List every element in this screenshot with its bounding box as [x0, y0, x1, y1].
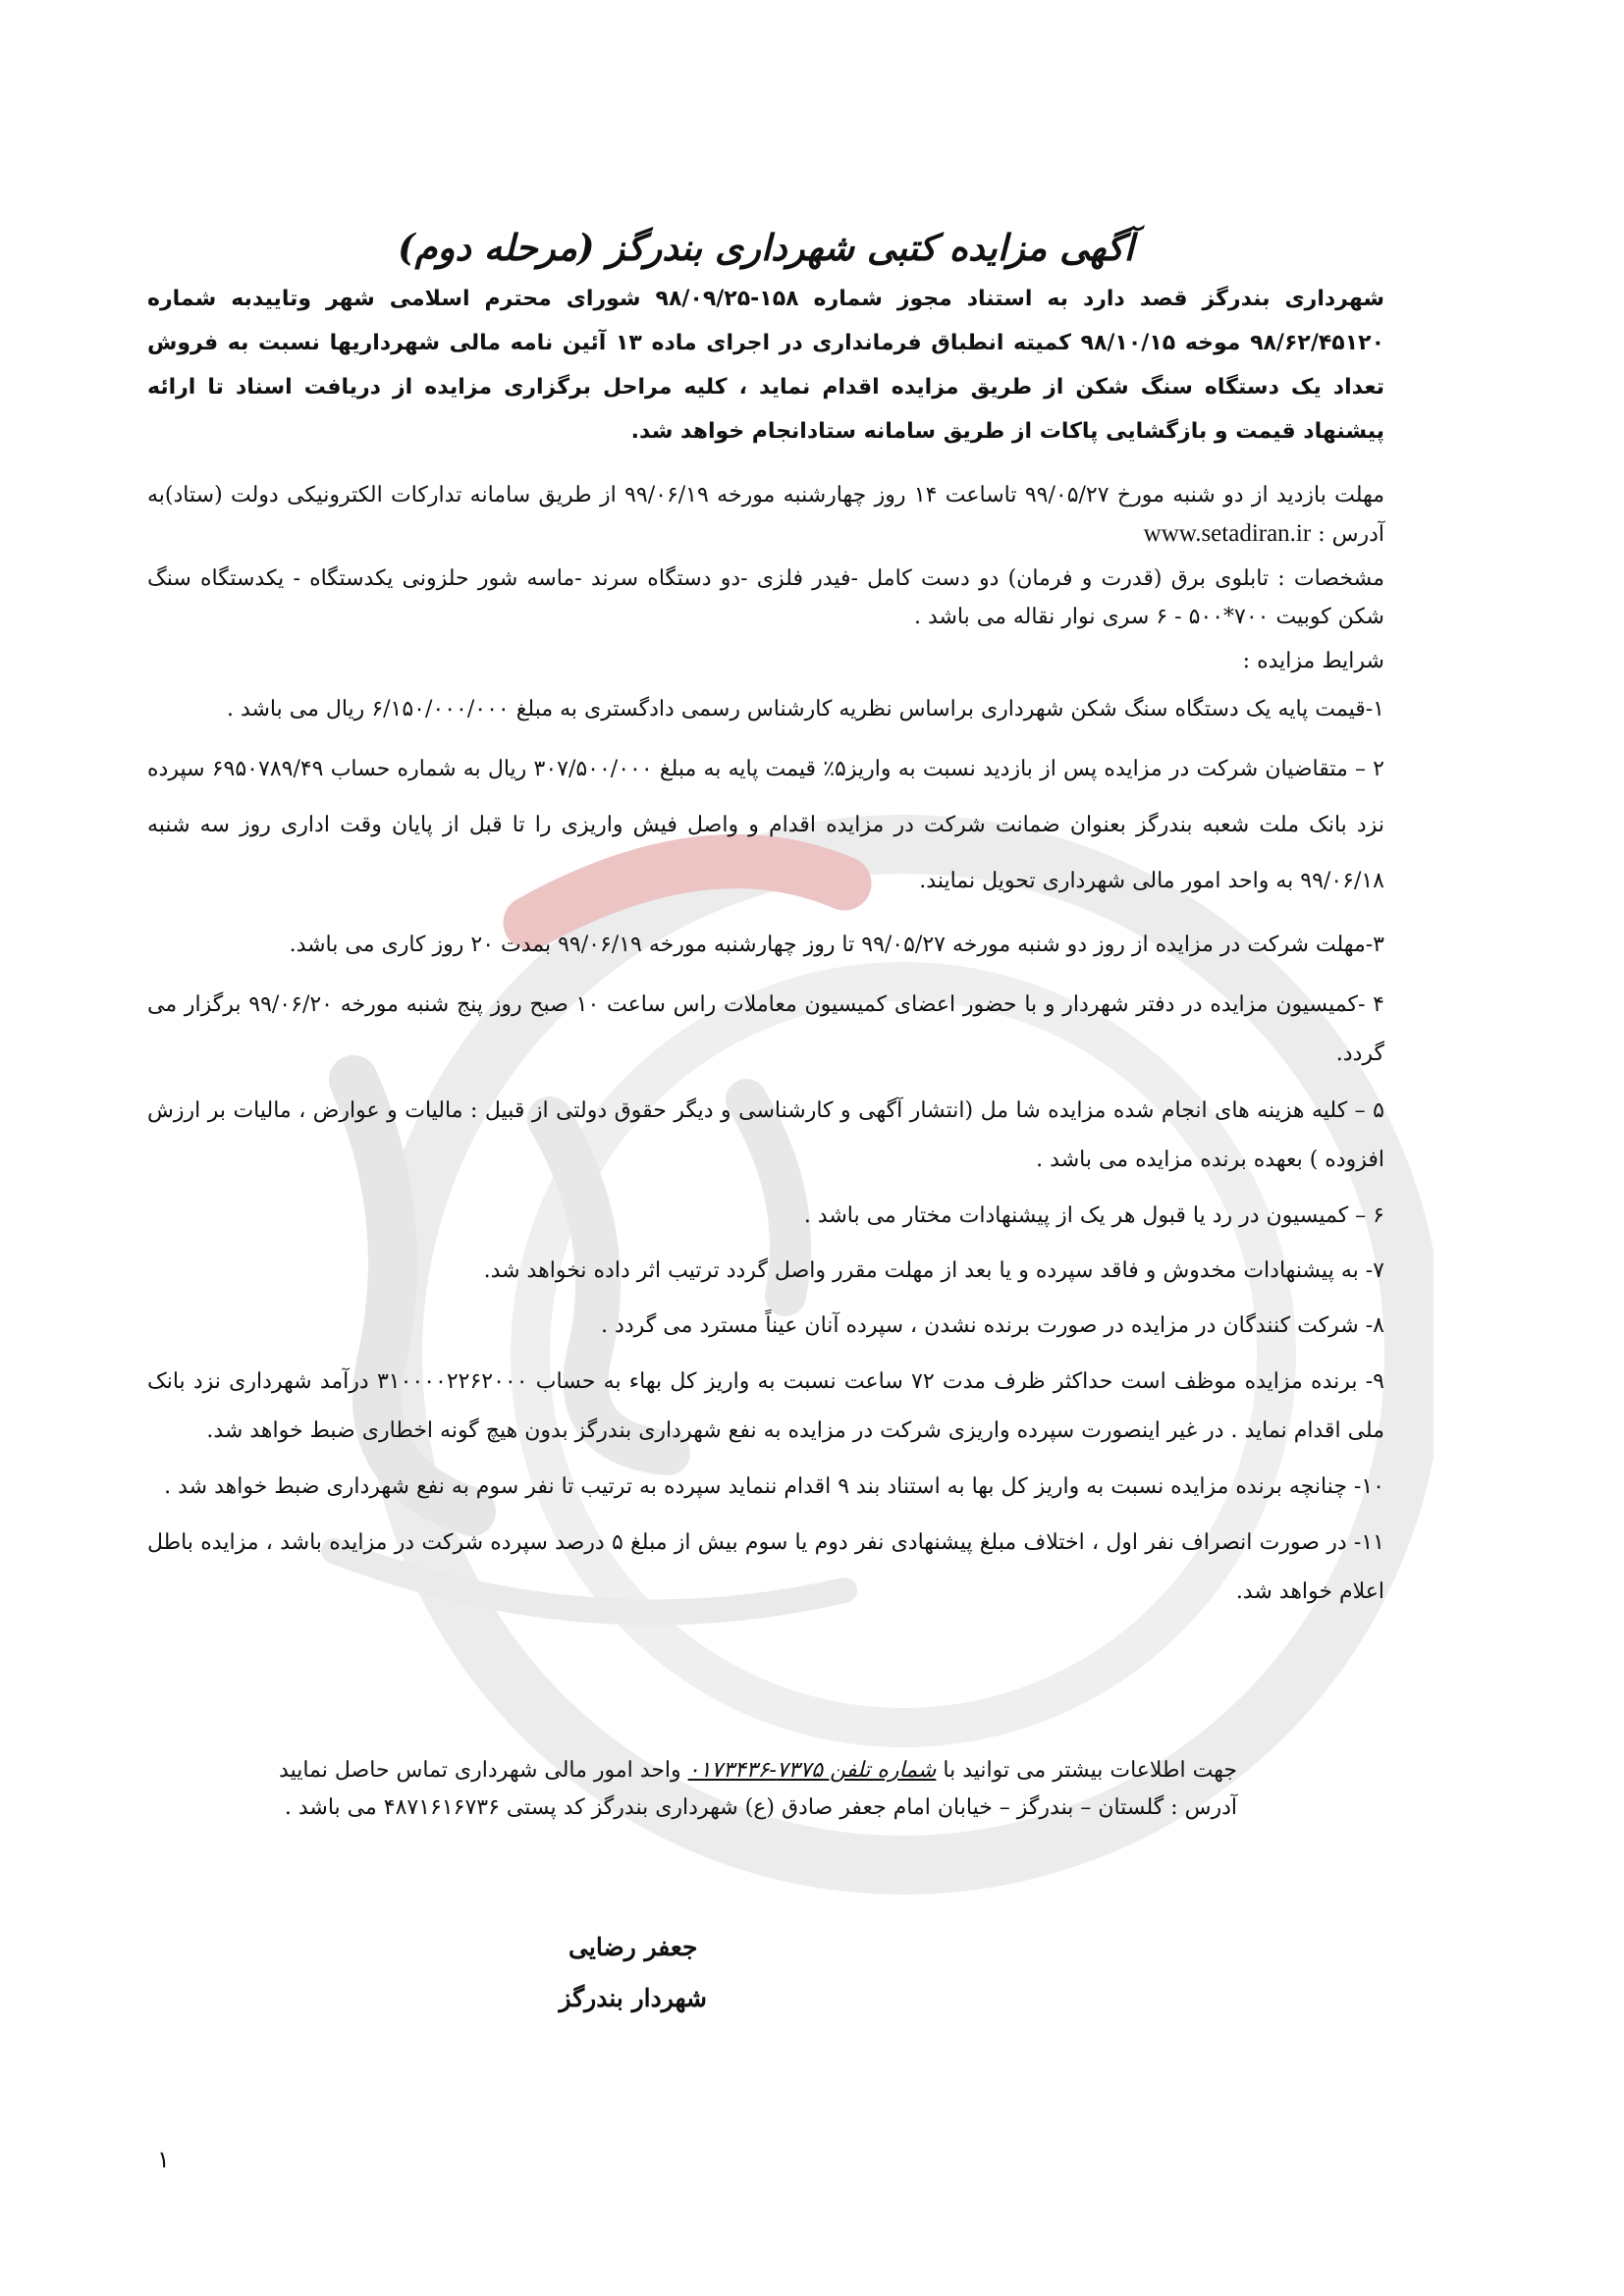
contact-line [279, 1752, 1237, 1789]
contact-info [279, 1752, 1237, 1827]
specifications-paragraph: مشخصات : تابلوی برق (قدرت و فرمان) دو دست کامل -فیدر فلزی -دو دستگاه سرند -ماسه شور حلزونی یکدستگاه - یکدستگاه سنگ شکن کوبیت ۷۰۰*۵۰۰ - ۶ سری نوار نقاله می باشد . [147, 566, 1384, 629]
condition-item: ۸- شرکت کنندگان در مزایده در صورت برنده نشدن ، سپرده آنان عیناً مسترد می گردد . [601, 1313, 1384, 1338]
visit-period-paragraph [147, 476, 1384, 554]
condition-item: ۱-قیمت پایه یک دستگاه سنگ شکن شهرداری براساس نظریه کارشناس رسمی دادگستری به مبلغ ۶/۱۵۰/۰۰۰/۰۰۰ ریال می باشد . [226, 697, 1384, 721]
signer-role: شهردار بندرگز [559, 1984, 707, 2012]
page-number: ۱ [157, 2146, 170, 2173]
signer-name: جعفر رضایی [568, 1933, 698, 1961]
visit-period-text: مهلت بازدید از دو شنبه مورخ ۹۹/۰۵/۲۷ تاساعت ۱۴ روز چهارشنبه مورخه ۹۹/۰۶/۱۹ از طریق سامانه تدارکات الکترونیکی دولت (ستاد)به آدرس : [147, 483, 1384, 547]
phone-number: شماره تلفن ۷۳۷۵-۰۱۷۳۴۳۶ [687, 1758, 937, 1783]
condition-item: ۱۱- در صورت انصراف نفر اول ، اختلاف مبلغ پیشنهادی نفر دوم یا سوم بیش از مبلغ ۵ درصد سپرده شرکت در مزایده باشد ، مزایده باطل اعلام خواهد شد. [147, 1530, 1384, 1604]
condition-item: ۵ – کلیه هزینه های انجام شده مزایده شا مل (انتشار آگهی و کارشناسی و دیگر حقوق دولتی از قبیل : مالیات و عوارض ، مالیات بر ارزش افزوده ) بعهده برنده مزایده می باشد . [147, 1098, 1384, 1172]
address-line: آدرس : گلستان – بندرگز – خیابان امام جعفر صادق (ع) شهرداری بندرگز کد پستی ۴۸۷۱۶۱۶۷۳۶ می باشد . [284, 1795, 1237, 1820]
contact-suffix: واحد امور مالی شهرداری تماس حاصل نمایید [279, 1758, 681, 1783]
condition-item: ۱۰- چنانچه برنده مزایده نسبت به واریز کل بها به استناد بند ۹ اقدام ننماید سپرده به ترتیب تا نفر سوم به نفع شهرداری ضبط خواهد شد . [164, 1474, 1384, 1499]
notice-body [147, 476, 1384, 1625]
contact-prefix: جهت اطلاعات بیشتر می توانید با [943, 1758, 1237, 1783]
condition-item: ۲ – متقاضیان شرکت در مزایده پس از بازدید نسبت به واریز۵٪ قیمت پایه به مبلغ ۳۰۷/۵۰۰/۰۰۰ ریال به شماره حساب ۶۹۵۰۷۸۹/۴۹ سپرده نزد بانک ملت شعبه بندرگز بعنوان ضمانت شرکت در مزایده اقدام و واصل فیش واریزی را تا قبل از پایان وقت اداری روز سه شنبه ۹۹/۰۶/۱۸ به واحد امور مالی شهرداری تحویل نمایند. [147, 757, 1384, 893]
conditions-heading: شرایط مزایده : [1242, 649, 1384, 673]
condition-item: ۹- برنده مزایده موظف است حداکثر ظرف مدت ۷۲ ساعت نسبت به واریز کل بهاء به حساب ۳۱۰۰۰۰۲۲۶۲۰۰۰ درآمد شهرداری نزد بانک ملی اقدام نماید . در غیر اینصورت سپرده واریزی شرکت در مزایده به نفع شهرداری بندرگز بدون هیچ گونه اخطاری ضبط خواهد شد. [147, 1369, 1384, 1443]
notice-title: آگهی مزایده کتبی شهرداری بندرگز (مرحله دوم) [398, 226, 1134, 269]
intro-paragraph: شهرداری بندرگز قصد دارد به استناد مجوز شماره ۱۵۸-۹۸/۰۹/۲۵ شورای محترم اسلامی شهر وتاییدبه شماره ۹۸/۶۲/۴۵۱۲۰ موخه ۹۸/۱۰/۱۵ کمیته انطباق فرمانداری در اجرای ماده ۱۳ آئین نامه مالی شهرداریها نسبت به فروش تعداد یک دستگاه سنگ شکن از طریق مزایده اقدام نماید ، کلیه مراحل برگزاری مزایده از دریافت اسناد تا ارائه پیشنهاد قیمت و بازگشایی پاکات از طریق سامانه ستادانجام خواهد شد. [147, 287, 1385, 444]
condition-item: ۷- به پیشنهادات مخدوش و فاقد سپرده و یا بعد از مهلت مقرر واصل گردد ترتیب اثر داده نخواهد شد. [483, 1258, 1384, 1283]
signature-block [559, 1922, 707, 2024]
setad-url-link[interactable]: www.setadiran.ir [1143, 520, 1312, 547]
condition-item: ۳-مهلت شرکت در مزایده از روز دو شنبه مورخه ۹۹/۰۵/۲۷ تا روز چهارشنبه مورخه ۹۹/۰۶/۱۹ بمدت ۲۰ روز کاری می باشد. [289, 933, 1384, 957]
condition-item: ۶ – کمیسیون در رد یا قبول هر یک از پیشنهادات مختار می باشد . [803, 1203, 1384, 1228]
condition-item: ۴ -کمیسیون مزایده در دفتر شهردار و با حضور اعضای کمیسیون معاملات راس ساعت ۱۰ صبح روز پنج شنبه مورخه ۹۹/۰۶/۲۰ برگزار می گردد. [147, 992, 1384, 1066]
